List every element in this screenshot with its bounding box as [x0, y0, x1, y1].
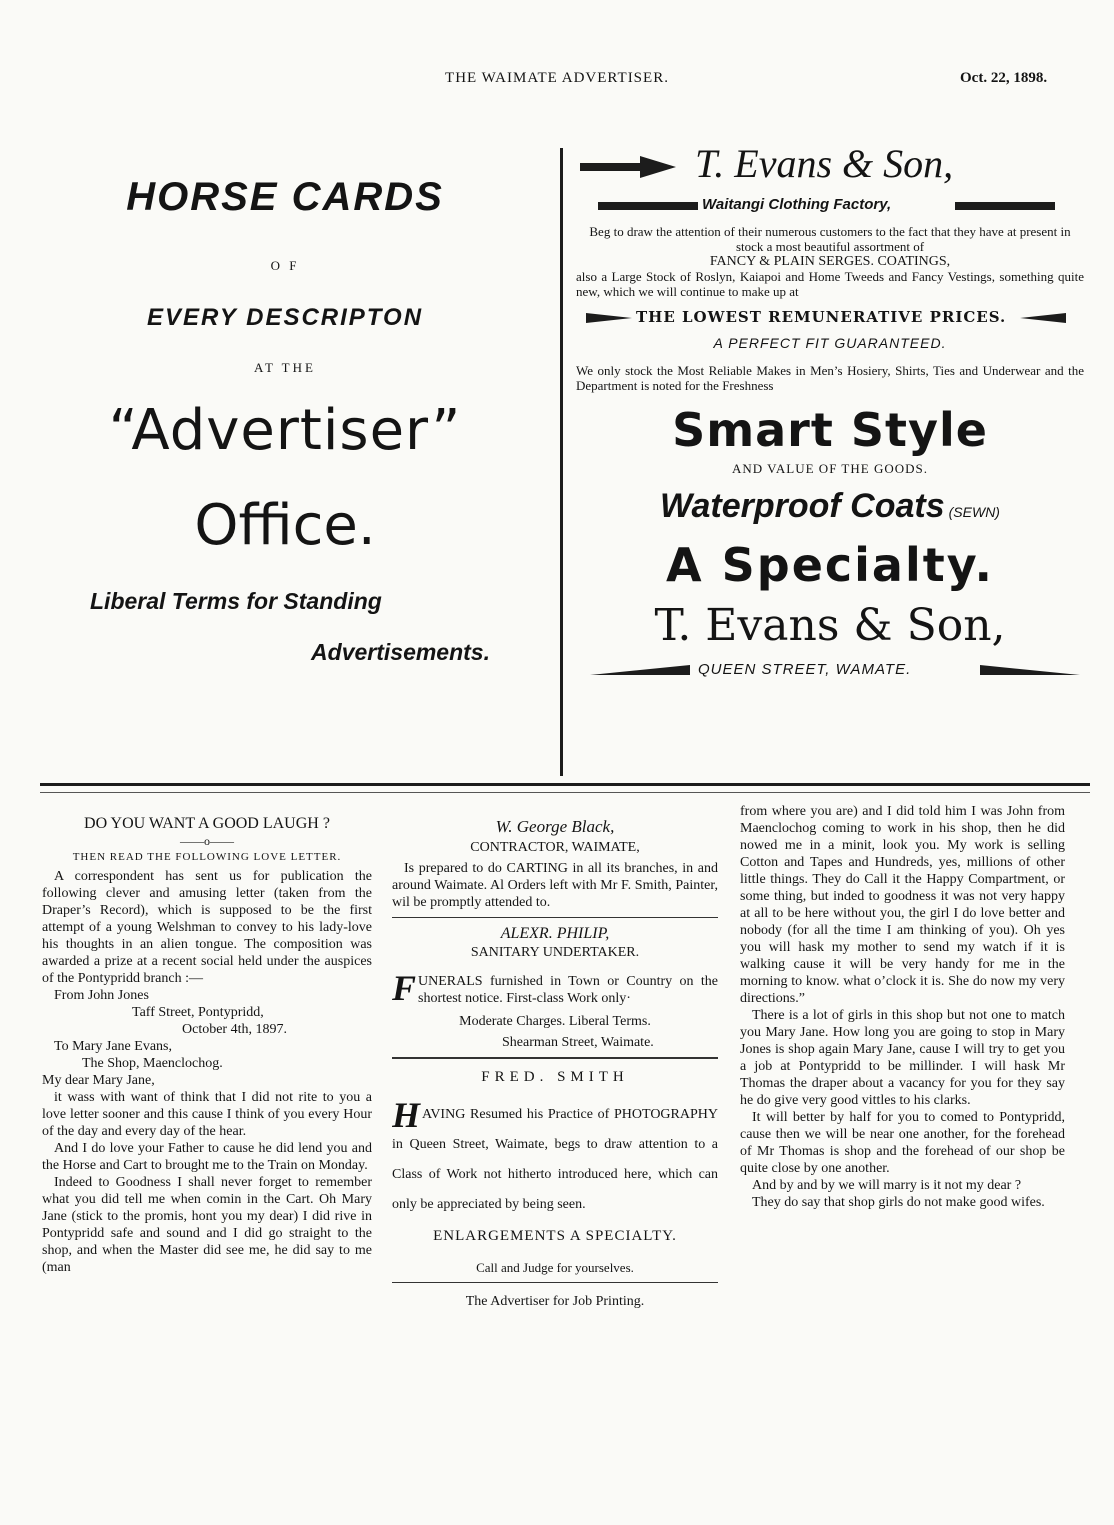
job-printing: The Advertiser for Job Printing.: [465, 1294, 645, 1309]
ad-at-the: AT THE: [254, 360, 316, 375]
philip-body-block: [392, 973, 718, 1007]
letter-continued-2: There is a lot of girls in this shop but not one to match you Mary Jane. How long you are going to stop in Mary Jones is shop again Mary Jane, cause I will try to get you a job at Pontypridd to be millinder. I will hask Mr Thomas the draper about a vacancy for you for they say he do give very good vittles to his clarks.: [740, 1008, 1065, 1108]
letter-address: Taff Street, Pontypridd,: [132, 1005, 264, 1020]
ad-advertisements: Advertisements.: [311, 639, 490, 665]
ad-intro-text: Beg to draw the attention of their numerous customers to the fact that they have at present in stock a most beautiful assortment of: [589, 224, 1071, 254]
philip-name: ALEXR. PHILIP,: [500, 925, 610, 942]
issue-date: Oct. 22, 1898.: [960, 70, 1048, 86]
letter-from: From John Jones: [54, 988, 149, 1003]
ad-firm-title: T. Evans & Son,: [695, 141, 954, 186]
column-advertisements: [392, 817, 718, 1310]
smith-body: AVING Resumed his Practice of PHOTOGRAPHY in Queen Street, Waimate, begs to draw attention to a Class of Work not hitherto introduced here, which can only be appreciated by being seen.: [392, 1107, 718, 1212]
letter-salutation: My dear Mary Jane,: [42, 1073, 155, 1088]
ad-serges: FANCY & PLAIN SERGES. COATINGS,: [709, 254, 951, 269]
ad-title-row: [570, 140, 1090, 190]
ad-every-description: EVERY DESCRIPTON: [146, 304, 424, 331]
column-divider: [560, 148, 563, 776]
drop-cap-h: H: [392, 1100, 421, 1135]
waterproof-coats: Waterproof Coats: [660, 487, 945, 525]
queen-street-row: [570, 657, 1090, 681]
letter-para-1: it wass with want of think that I did not rite to you a love letter sooner and this cause I think of you every Hour of the day and every day of the hear.: [42, 1090, 372, 1139]
philip-title: SANITARY UNDERTAKER.: [470, 945, 640, 960]
value-of-goods: AND VALUE OF THE GOODS.: [732, 461, 928, 476]
letter-continued-3: It will better by half for you to comed to Pontypridd, cause then we will be near one another, for the forehead of Mr Thomas is shop and the forehead of our shop be quite close by one another.: [740, 1110, 1065, 1176]
newspaper-title: THE WAIMATE ADVERTISER.: [445, 70, 669, 86]
black-body: Is prepared to do CARTING in all its branches, in and around Waimate. Al Orders left with Mr F. Smith, Painter, wil be promptly attended to.: [392, 861, 718, 910]
lowest-prices: THE LOWEST REMUNERATIVE PRICES.: [636, 308, 1007, 326]
hatch-right-decoration: [955, 200, 1055, 212]
pointing-hand-icon: [580, 154, 680, 180]
letter-to: To Mary Jane Evans,: [54, 1039, 172, 1054]
factory-name: Waitangi Clothing Factory,: [702, 196, 892, 213]
ad-office: Office.: [194, 493, 376, 558]
article-headline: DO YOU WANT A GOOD LAUGH ?: [84, 815, 330, 832]
ad-hosiery-text: We only stock the Most Reliable Makes in Men’s Hosiery, Shirts, Ties and Underwear and the Department is noted for the Freshness: [576, 363, 1084, 393]
section-rule-thin: [40, 792, 1090, 793]
right-wedge-decoration: [980, 663, 1080, 677]
philip-body: UNERALS furnished in Town or Country on the shortest notice. First-class Work only·: [418, 974, 718, 1006]
evans-son-advertisement: [570, 140, 1090, 780]
letter-continued-5: They do say that shop girls do not make good wifes.: [752, 1195, 1045, 1210]
black-title: CONTRACTOR, WAIMATE,: [470, 840, 640, 855]
left-wedge-decoration: [590, 663, 690, 677]
ad-tweeds-text: also a Large Stock of Roslyn, Kaiapoi and Home Tweeds and Fancy Vestings, something quite new, which we will continue to make up at: [576, 269, 1084, 299]
ad-liberal-terms: Liberal Terms for Standing: [90, 588, 382, 614]
hatch-left-decoration: [598, 200, 698, 212]
section-rule: [40, 783, 1090, 786]
firm-name-footer: T. Evans & Son,: [654, 600, 1006, 651]
letter-para-2: And I do love your Father to cause he did lend you and the Horse and Cart to brought me to the Train on Monday.: [42, 1141, 372, 1173]
letter-para-3: Indeed to Goodness I shall never forget to remember what you did tell me when comin in the Cart. Oh Mary Jane (stick to the promis, hont you my dear) I did rive in Pontypridd safe and sound and I did go straight to the shop, and when the Master did see me, he did say to me (man: [42, 1175, 372, 1275]
ornament: ——o——: [180, 834, 234, 848]
right-arrow-decoration: [1020, 311, 1066, 325]
ad-divider: [392, 1282, 718, 1283]
ad-heading: HORSE CARDS: [126, 175, 444, 219]
philip-terms: Moderate Charges. Liberal Terms.: [459, 1014, 651, 1029]
waterproof-row: [570, 487, 1090, 526]
philip-address: Shearman Street, Waimate.: [502, 1035, 654, 1050]
lowest-prices-row: [570, 305, 1090, 331]
letter-continued-1: from where you are) and I did told him I was John from Maenclochog coming to work in his shop, then he did nowed me in a minit, look you. My work is selling Cotton and Tapes and Hundreds, yes, millions of other little things. They do Call it the Happy Compartment, or some thing, but inded to goodness it was not very happy at all to be here without you, the girl I do love better and nobody (for all the time I am thinking of you). Oh yes you will hask my mother to send my watch if it is walking cause it will be very handy for me in the morning to know. what o’clock it is. She do now my very directions.”: [740, 804, 1065, 1006]
address-queen-street: QUEEN STREET, WAMATE.: [698, 661, 912, 678]
enlargements: ENLARGEMENTS A SPECIALTY.: [433, 1228, 677, 1244]
letter-continued-4: And by and by we will marry is it not my dear ?: [752, 1178, 1022, 1193]
black-name: W. George Black,: [495, 817, 615, 836]
column-love-letter-continued: [740, 803, 1065, 1211]
left-arrow-decoration: [586, 311, 632, 325]
ad-divider: [392, 917, 718, 918]
sewn-note: (SEWN): [948, 504, 1000, 520]
smith-body-block: [392, 1100, 718, 1220]
smith-name: FRED. SMITH: [481, 1069, 629, 1085]
smart-style: Smart Style: [672, 403, 988, 457]
ad-divider: [392, 1057, 718, 1059]
call-and-judge: Call and Judge for yourselves.: [476, 1260, 634, 1275]
perfect-fit: A PERFECT FIT GUARANTEED.: [713, 335, 947, 351]
column-love-letter: [42, 815, 372, 1276]
drop-cap-f: F: [392, 973, 417, 1007]
article-intro: A correspondent has sent us for publication the following clever and amusing letter (taken from the Draper’s Record), which is supposed to be the first attempt of a young Welshman to convey to his lady-love his thoughts in an alien tongue. The composition was awarded a prize at a recent social held under the auspices of the Pontypridd branch :—: [42, 869, 372, 986]
letter-shop: The Shop, Maenclochog.: [82, 1056, 223, 1071]
a-specialty: A Specialty.: [666, 538, 994, 592]
letter-date: October 4th, 1897.: [182, 1022, 287, 1037]
ad-of: O F: [270, 258, 300, 273]
factory-row: [570, 194, 1090, 220]
article-subhead: THEN READ THE FOLLOWING LOVE LETTER.: [72, 851, 342, 863]
horse-cards-advertisement: [60, 175, 510, 765]
ad-advertiser: “Advertiser”: [108, 398, 462, 463]
